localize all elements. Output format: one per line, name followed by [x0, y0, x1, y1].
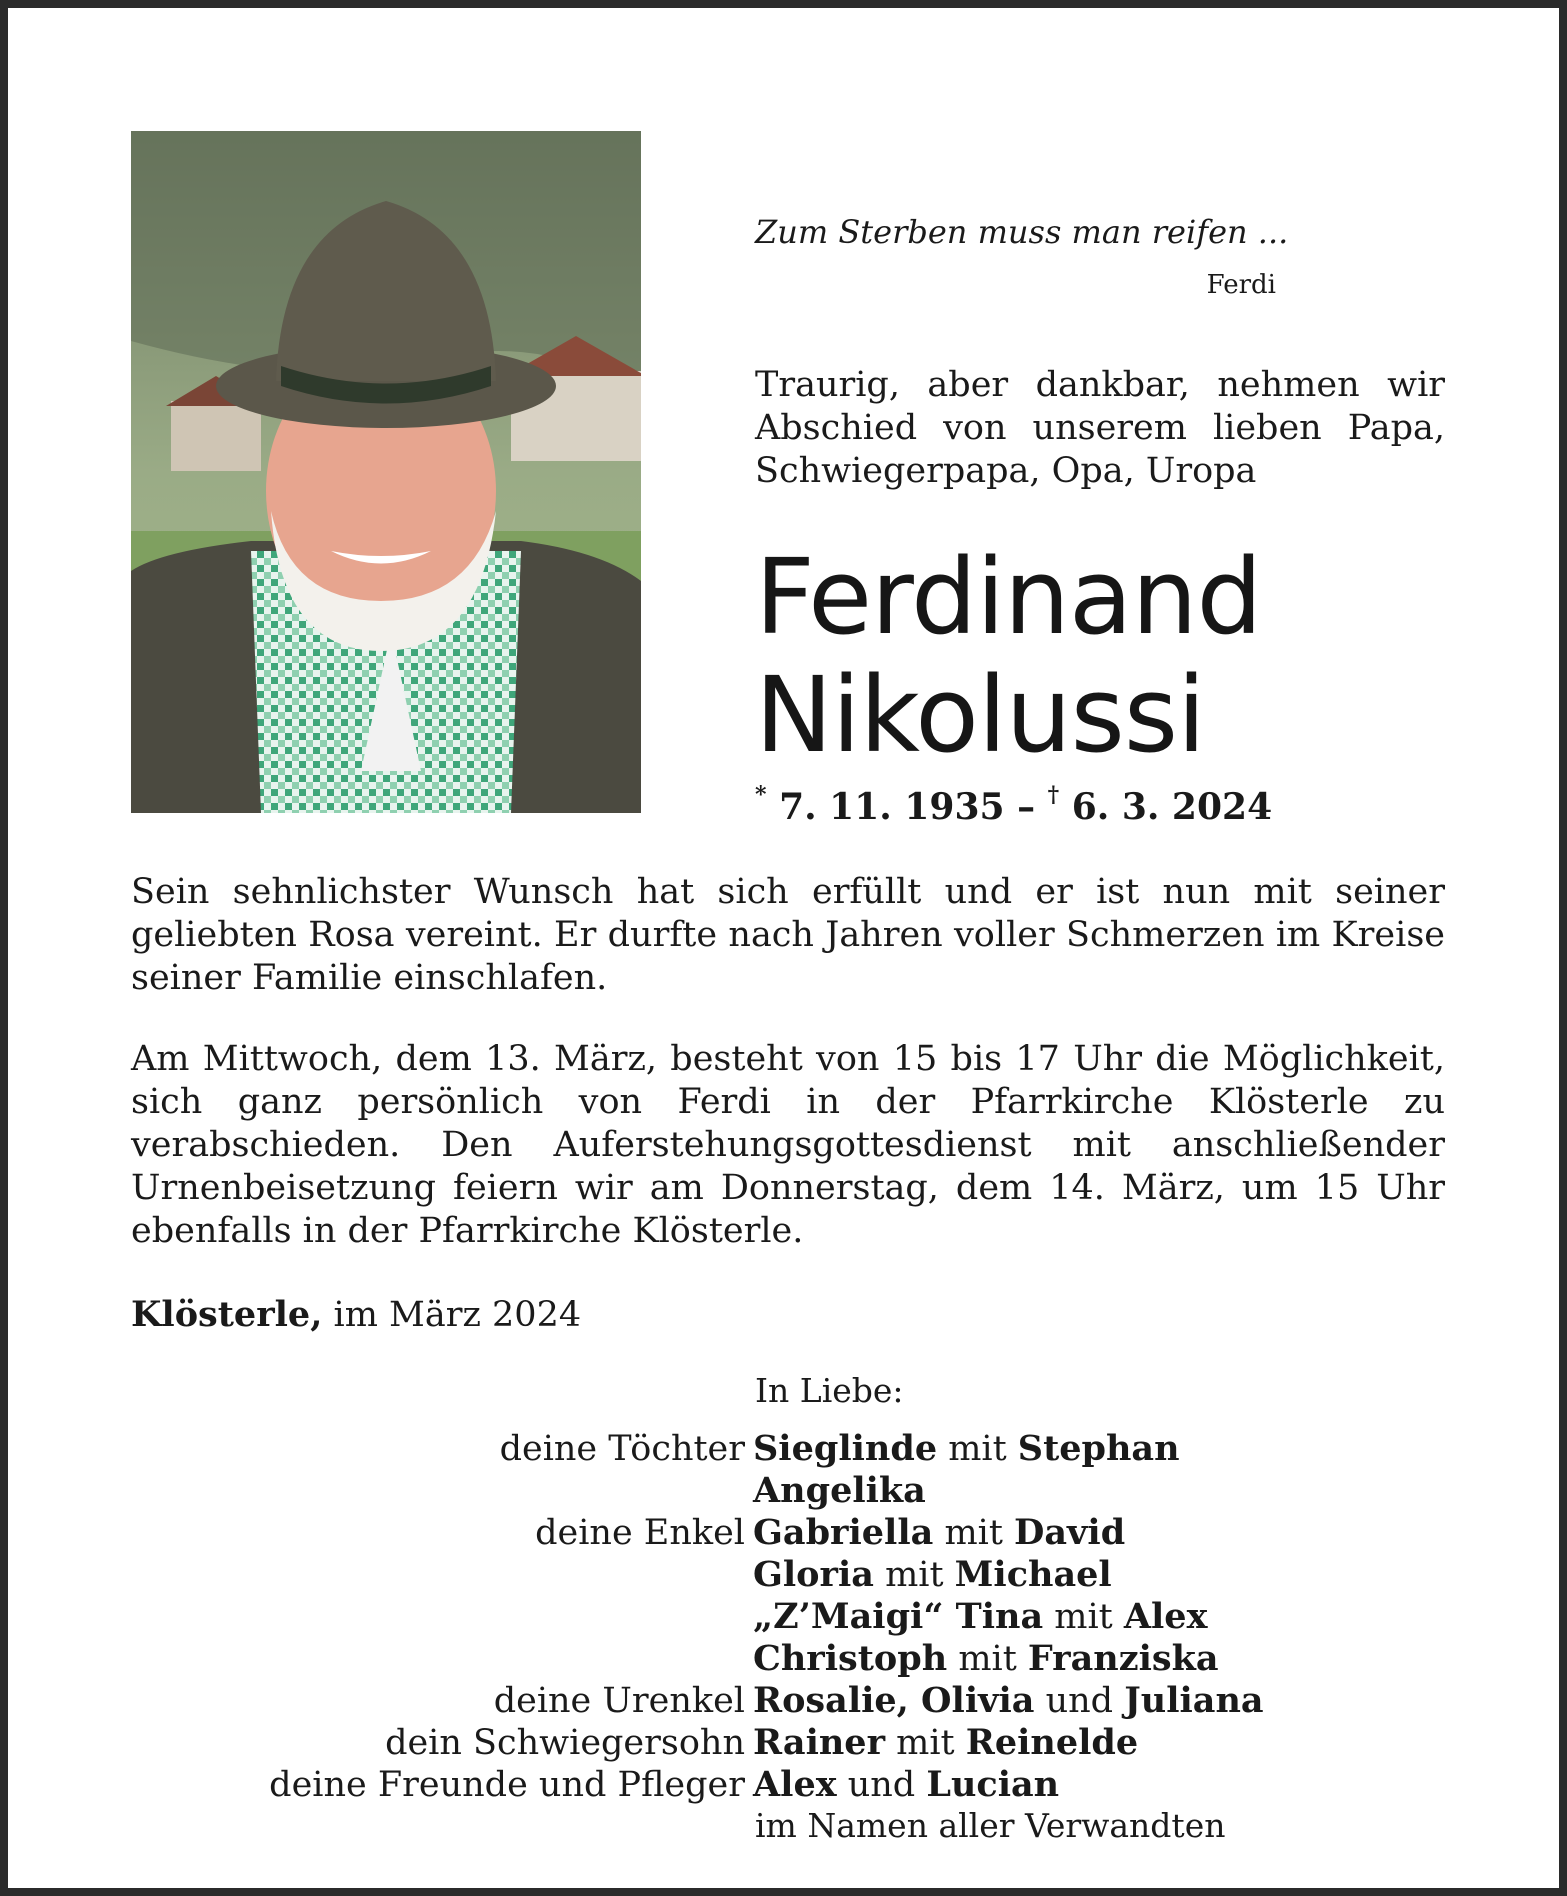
family-row: [131, 1638, 1445, 1680]
family-connector: mit: [933, 1513, 1015, 1553]
family-member-name: Reinelde: [965, 1722, 1139, 1763]
family-relation: deine Töchter: [499, 1429, 745, 1469]
family-names: [753, 1596, 1443, 1637]
portrait-photo: [131, 131, 641, 813]
family-names: [753, 1764, 1443, 1805]
family-member-name: Gabriella: [753, 1512, 934, 1553]
family-member-name: Franziska: [1027, 1638, 1219, 1679]
family-names: [753, 1638, 1443, 1679]
family-member-name: „Z’Maigi“ Tina: [753, 1596, 1044, 1637]
first-name: Ferdinand: [755, 536, 1262, 658]
family-member-name: Rosalie, Olivia: [753, 1680, 1035, 1721]
family-member-name: Sieglinde: [753, 1428, 938, 1469]
family-names: [753, 1428, 1443, 1469]
family-connector: und: [836, 1765, 927, 1805]
place-date: [131, 1294, 581, 1335]
family-member-name: Juliana: [1124, 1680, 1264, 1721]
family-row: [131, 1596, 1445, 1638]
family-list: [131, 1428, 1445, 1806]
intro-line: Traurig, aber dankbar, nehmen wir: [755, 365, 1445, 405]
family-relation: deine Freunde und Pfleger: [269, 1765, 745, 1805]
portrait-photo-icon: [131, 131, 641, 813]
family-row: [131, 1428, 1445, 1470]
family-connector: mit: [947, 1639, 1028, 1679]
family-names: [753, 1680, 1443, 1721]
family-member-name: David: [1014, 1512, 1126, 1553]
last-name: Nikolussi: [755, 654, 1205, 776]
intro-line: Schwiegerpapa, Opa, Uropa: [755, 451, 1257, 491]
family-row: [131, 1554, 1445, 1596]
family-member-name: Angelika: [753, 1470, 926, 1511]
quote-author: Ferdi: [1206, 270, 1276, 300]
deceased-name: [755, 538, 1262, 774]
family-member-name: Rainer: [753, 1722, 886, 1763]
family-row: [131, 1680, 1445, 1722]
place-town: Klösterle,: [131, 1294, 323, 1335]
family-names: [753, 1554, 1443, 1595]
family-member-name: Lucian: [926, 1764, 1060, 1805]
family-connector: mit: [885, 1723, 966, 1763]
body-paragraph-2: Am Mittwoch, dem 13. März, besteht von 15 bis 17 Uhr die Möglichkeit, sich ganz persönlich von Ferdi in der Pfarrkirche Klösterle zu verabschieden. Den Auferstehungsgottesdienst mit anschließender Urnenbeisetzung feiern wir am Donnerstag, dem 14. März, um 15 Uhr ebenfalls in der Pfarrkirche Klösterle.: [131, 1039, 1445, 1251]
signoff-heading: In Liebe:: [755, 1371, 904, 1410]
family-names: [753, 1512, 1443, 1553]
family-member-name: Stephan: [1017, 1428, 1180, 1469]
family-member-name: Alex: [1123, 1596, 1208, 1637]
intro-line: Abschied von unserem lieben Papa,: [755, 408, 1445, 448]
family-connector: mit: [873, 1555, 955, 1595]
death-date: 6. 3. 2024: [1071, 786, 1273, 828]
signoff-footer: im Namen aller Verwandten: [755, 1806, 1226, 1845]
death-symbol: †: [1047, 782, 1060, 808]
family-member-name: Michael: [954, 1554, 1112, 1595]
family-connector: mit: [937, 1429, 1018, 1469]
family-row: [131, 1722, 1445, 1764]
family-member-name: Christoph: [753, 1638, 948, 1679]
family-names: [753, 1470, 1443, 1511]
birth-symbol: *: [755, 782, 767, 808]
family-row: [131, 1764, 1445, 1806]
date-dash: –: [1017, 786, 1036, 828]
family-member-name: Gloria: [753, 1554, 874, 1595]
body-paragraph-1: Sein sehnlichster Wunsch hat sich erfüllt und er ist nun mit seiner geliebten Rosa vereint. Er durfte nach Jahren voller Schmerzen im Kreise seiner Familie einschlafen.: [131, 872, 1445, 998]
family-connector: mit: [1043, 1597, 1124, 1637]
family-relation: deine Enkel: [535, 1513, 745, 1553]
place-month: im März 2024: [333, 1295, 582, 1335]
family-member-name: Alex: [753, 1764, 837, 1805]
family-connector: und: [1034, 1681, 1125, 1721]
family-relation: deine Urenkel: [493, 1681, 745, 1721]
family-names: [753, 1722, 1443, 1763]
intro-text: [755, 364, 1445, 493]
family-row: [131, 1470, 1445, 1512]
life-dates: [755, 782, 1273, 828]
family-relation: dein Schwiegersohn: [385, 1723, 745, 1763]
family-row: [131, 1512, 1445, 1554]
quote-text: Zum Sterben muss man reifen ...: [755, 213, 1289, 251]
birth-date: 7. 11. 1935: [779, 786, 1005, 828]
